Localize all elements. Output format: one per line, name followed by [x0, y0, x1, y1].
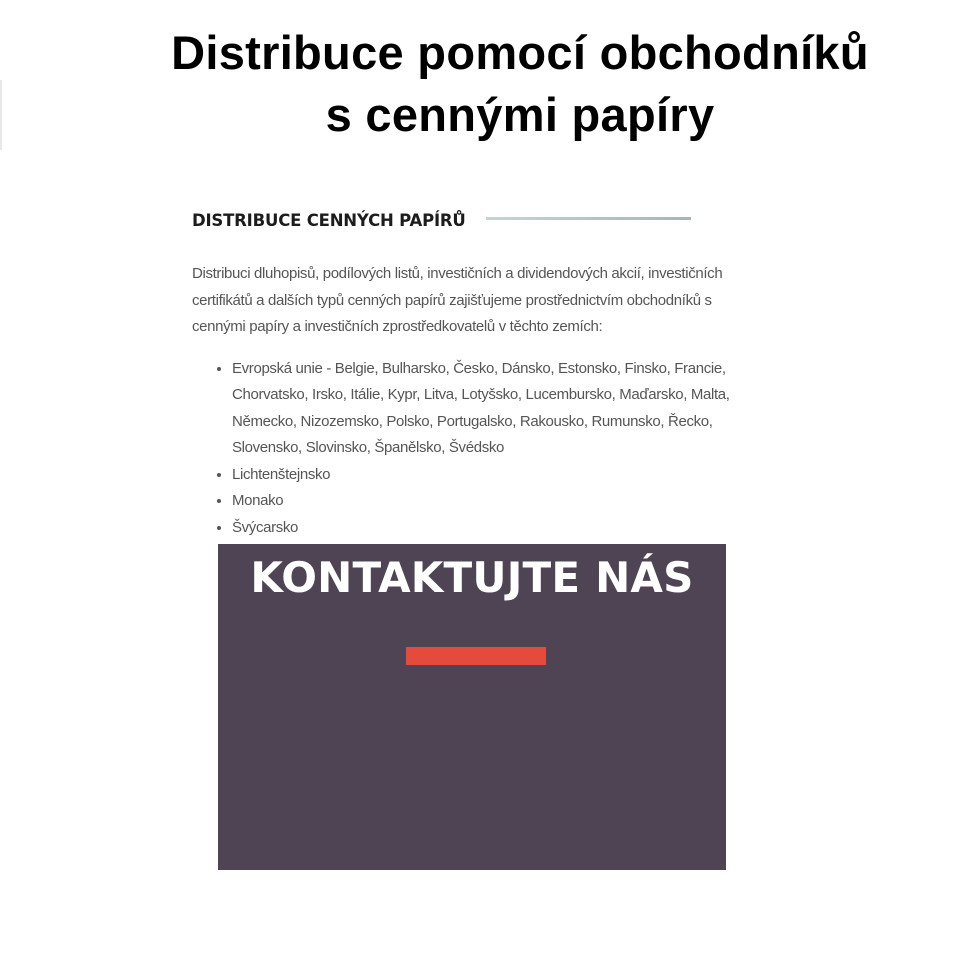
article-content — [192, 205, 732, 541]
section-heading: DISTRIBUCE CENNÝCH PAPÍRŮ — [192, 210, 466, 230]
page-title-line-2: s cennými papíry — [325, 88, 715, 141]
list-item-switzerland: • Švýcarsko — [232, 515, 732, 542]
list-item-liechtenstein: • Lichtenštejnsko — [232, 462, 732, 489]
contact-title: KONTAKTUJTE NÁS — [250, 553, 694, 602]
section-heading-row — [192, 205, 732, 235]
country-list — [192, 356, 732, 542]
intro-paragraph: Distribuci dluhopisů, podílových listů, investičních a dividendových akcií, investičních certifikátů a dalších typů cenných papírů zajišťujeme prostřednictvím obchodníků s cennými papíry a investičních zprostředkovatelů v těchto zemích: — [192, 265, 723, 335]
contact-banner[interactable] — [218, 544, 726, 870]
list-item-eu: • Evropská unie - Belgie, Bulharsko, Česko, Dánsko, Estonsko, Finsko, Francie, Chorvatsko, Irsko, Itálie, Kypr, Litva, Lotyšsko, Lucembursko, Maďarsko, Malta, Německo, Nizozemsko, Polsko, Portugalsko, Rakousko, Rumunsko, Řecko, Slovensko, Slovinsko, Španělsko, Švédsko — [232, 356, 732, 462]
list-item-monaco: • Monako — [232, 488, 732, 515]
contact-accent-bar — [406, 647, 546, 665]
page-title-line-1: Distribuce pomocí obchodníků — [171, 26, 869, 79]
heading-divider — [486, 217, 691, 220]
page-title — [0, 22, 954, 146]
